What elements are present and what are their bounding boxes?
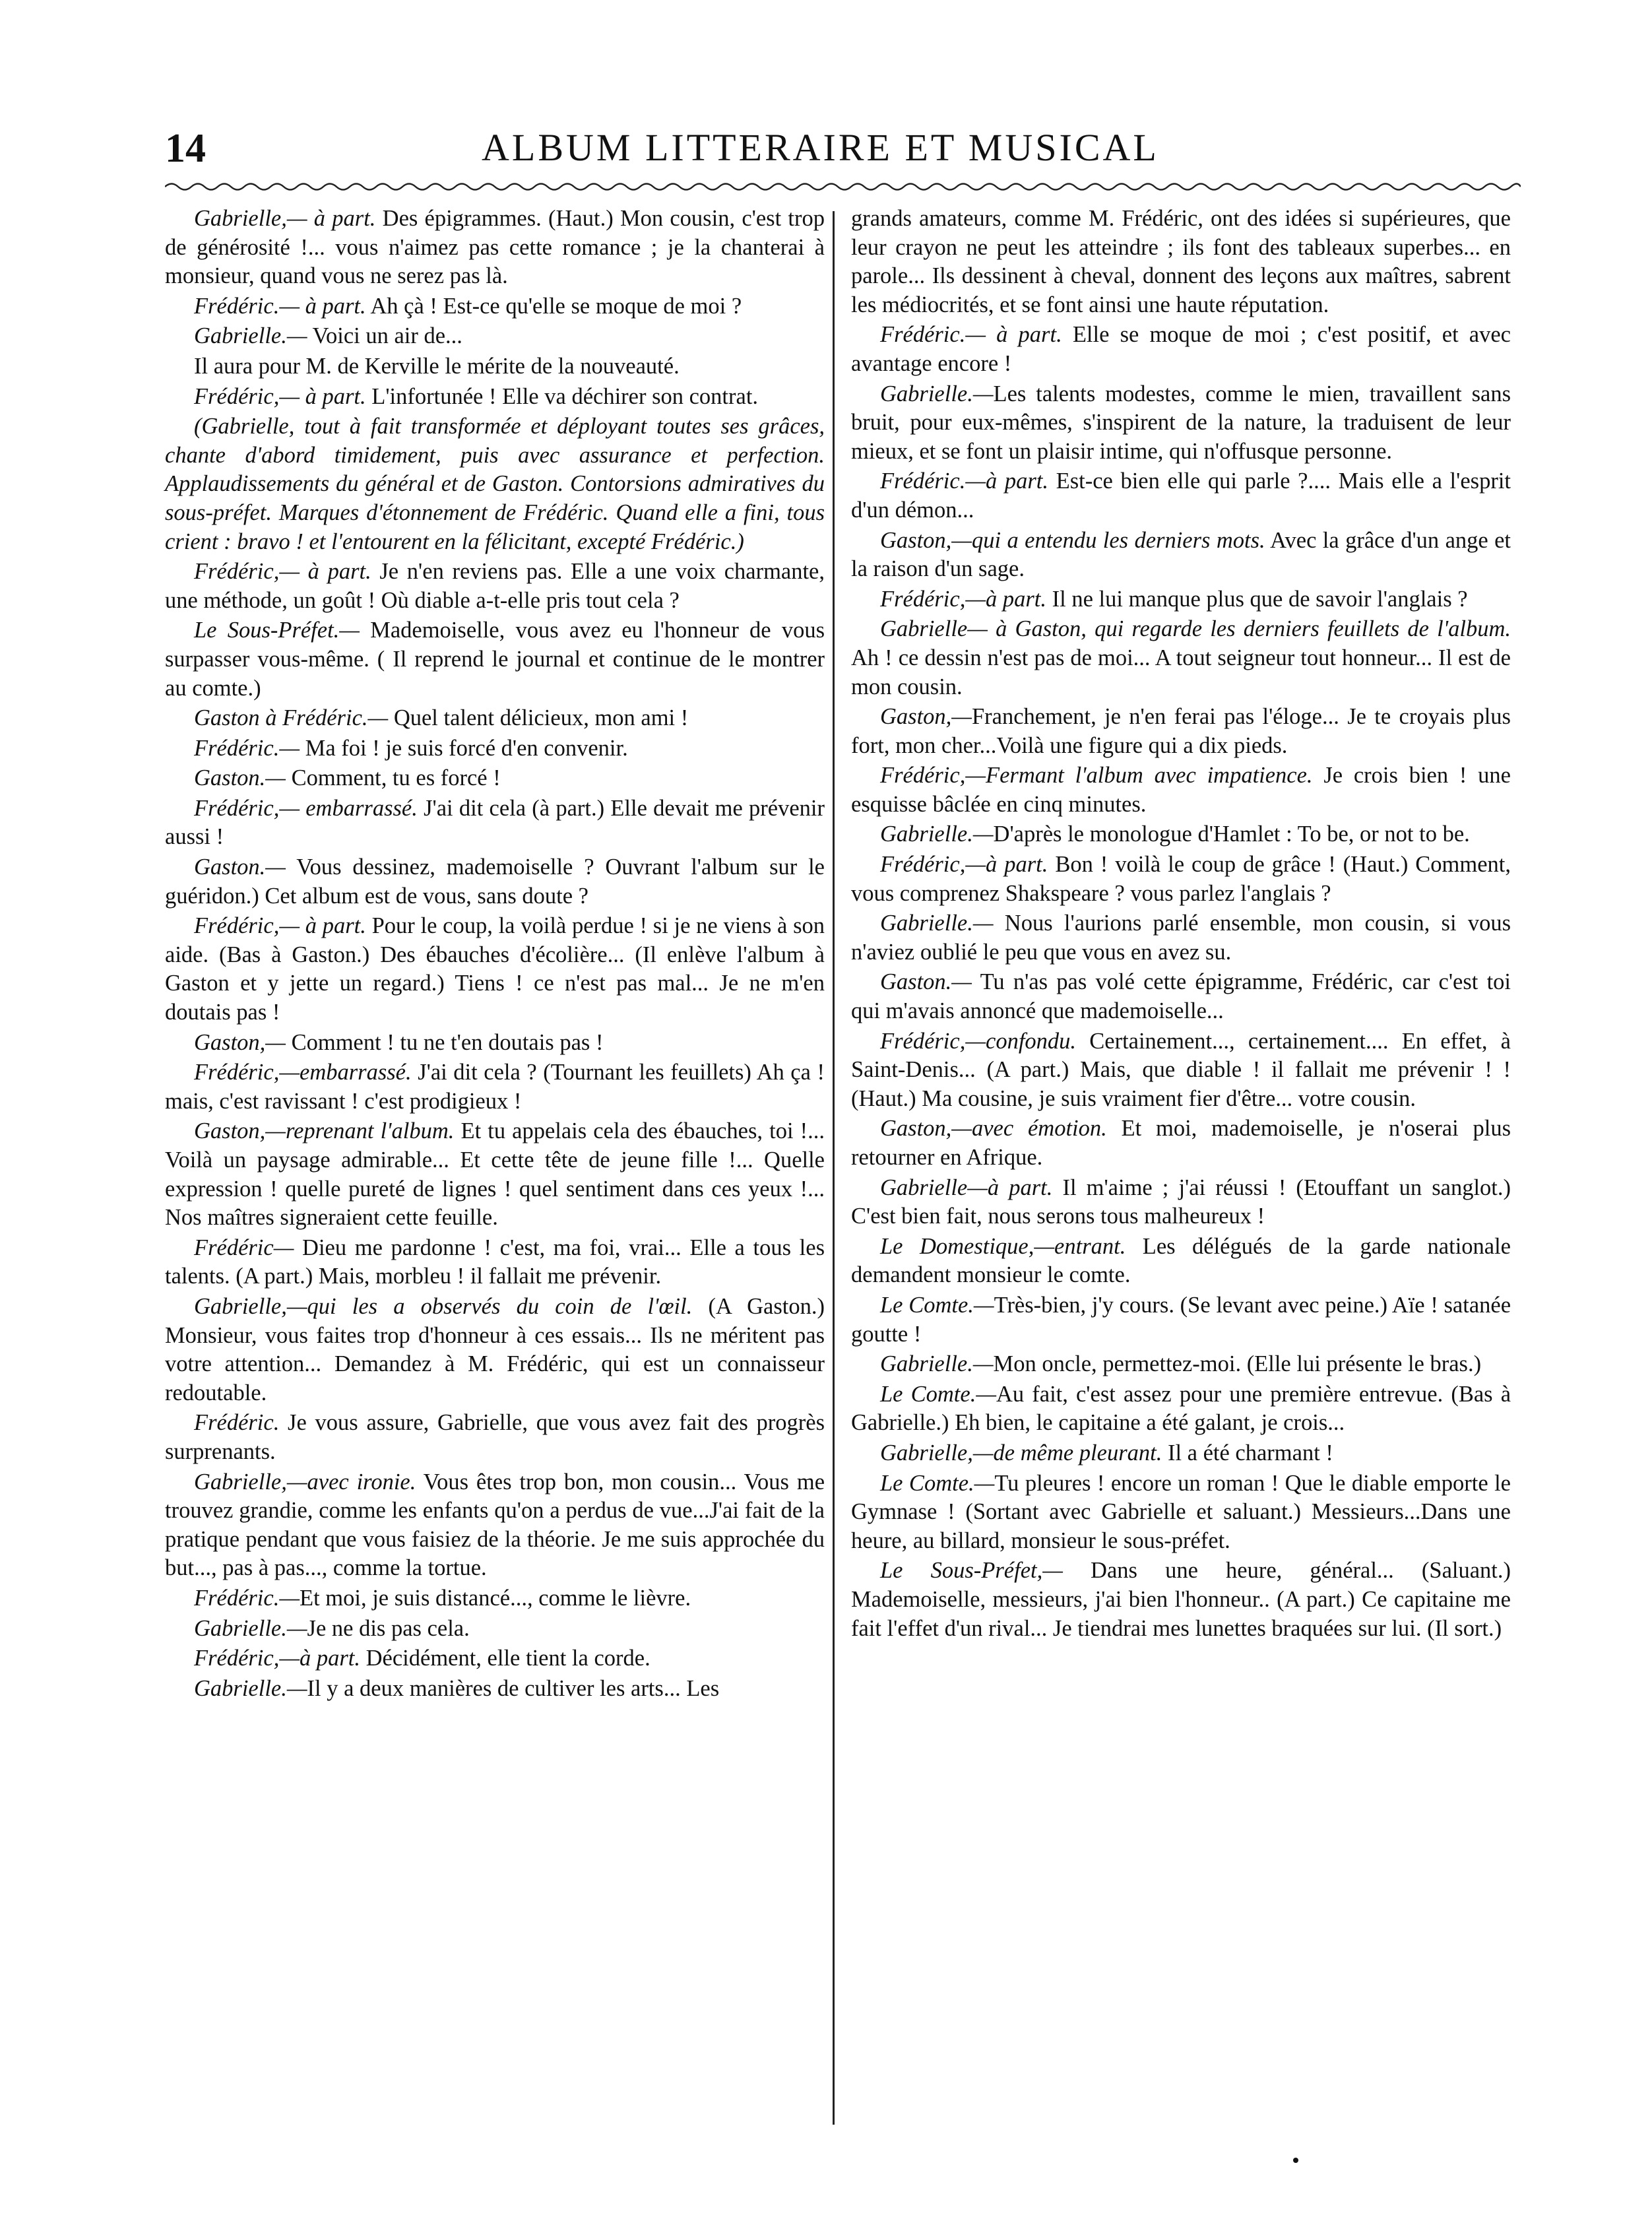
dialogue-text: J'ai dit cela ? (Tournant les feuillets) Ah ça ! mais, c'est ravissant ! c'est prodigieux ! xyxy=(165,1060,825,1114)
dialogue-paragraph xyxy=(165,1058,825,1116)
dialogue-paragraph xyxy=(165,1615,825,1644)
speaker-cue: Le Comte.— xyxy=(880,1292,994,1318)
dialogue-paragraph xyxy=(165,1584,825,1613)
speaker-cue: Gabrielle,—avec ironie. xyxy=(194,1469,416,1495)
dialogue-text: Il a été charmant ! xyxy=(1162,1440,1333,1465)
speaker-cue: Gabrielle.— xyxy=(880,381,994,406)
wavy-rule-divider xyxy=(165,179,1521,194)
speaker-cue: Frédéric.—à part. xyxy=(880,468,1049,494)
dialogue-text: Dans une heure, général... (Saluant.) Mademoiselle, messieurs, j'ai bien l'honneur.. (A part.) Ce capitaine me fait l'effet d'un rival... Je tiendrai mes lunettes braquées sur lui. (Il sort.) xyxy=(851,1558,1511,1641)
speaker-cue: Frédéric,—à part. xyxy=(194,1646,361,1671)
dialogue-paragraph xyxy=(165,383,825,412)
dialogue-text: (A Gaston.) Monsieur, vous faites trop d'honneur à ces essais... Ils ne méritent pas votre attention... Demandez à M. Frédéric, qui est un connaisseur redoutable. xyxy=(165,1293,825,1405)
dialogue-text: Et tu appelais cela des ébauches, toi !... Voilà un paysage admirable... Et cette tête de jeune fille !... Quelle expression ! quelle pureté de lignes ! quel sentiment dans ces yeux !... Nos maîtres signeraient cette feuille. xyxy=(165,1118,825,1231)
speaker-cue: Gaston,—reprenant l'album. xyxy=(194,1118,455,1144)
dialogue-text: Bon ! voilà le coup de grâce ! (Haut.) Comment, vous comprenez Shakspeare ? vous parlez l'anglais ? xyxy=(851,852,1511,906)
dialogue-text: Est-ce bien elle qui parle ?.... Mais elle a l'esprit d'un démon... xyxy=(851,468,1511,523)
speaker-cue: Le Sous-Préfet.— xyxy=(194,618,360,643)
dialogue-paragraph xyxy=(165,1468,825,1583)
dialogue-text: Franchement, je n'en ferai pas l'éloge... Je te croyais plus fort, mon cher...Voilà une figure qui a dix pieds. xyxy=(851,704,1511,758)
dialogue-paragraph xyxy=(851,467,1511,525)
speaker-cue: Gaston,—qui a entendu les derniers mots. xyxy=(880,527,1265,553)
speaker-cue: Frédéric,—Fermant l'album avec impatience. xyxy=(880,763,1313,789)
dialogue-paragraph xyxy=(851,968,1511,1025)
dialogue-text: Avec la grâce d'un ange et la raison d'un sage. xyxy=(851,527,1511,582)
dialogue-paragraph xyxy=(165,1234,825,1291)
dialogue-paragraph xyxy=(851,1174,1511,1231)
dialogue-text: Voici un air de... xyxy=(307,323,462,349)
dialogue-paragraph xyxy=(851,1233,1511,1290)
speaker-cue: Gaston.— xyxy=(880,969,972,995)
dialogue-text: Des épigrammes. (Haut.) Mon cousin, c'est trop de générosité !... vous n'aimez pas cette romance ; je la chanterai à monsieur, quand vous ne serez pas là. xyxy=(165,206,825,289)
speaker-cue: Gabrielle—à part. xyxy=(880,1175,1053,1200)
speaker-cue: Gaston.— xyxy=(194,765,286,791)
speaker-cue: Gaston à Frédéric.— xyxy=(194,705,389,731)
dialogue-text: L'infortunée ! Elle va déchirer son contrat. xyxy=(365,383,759,409)
dialogue-text: Tu n'as pas volé cette épigramme, Frédéric, car c'est toi qui m'avais annoncé que mademoiselle... xyxy=(851,969,1511,1024)
speaker-cue: Frédéric,—confondu. xyxy=(880,1028,1077,1054)
speaker-cue: Gabrielle.— xyxy=(880,911,994,936)
dialogue-paragraph xyxy=(851,205,1511,319)
dialogue-paragraph xyxy=(165,764,825,793)
dialogue-text: Certainement..., certainement.... En effet, à Saint-Denis... (A part.) Mais, que diable ! il fallait me prévenir ! ! (Haut.) Ma cousine, je suis vraiment fier d'être... votre cousin. xyxy=(851,1028,1511,1111)
dialogue-text: Ma foi ! je suis forcé d'en convenir. xyxy=(300,735,628,761)
speaker-cue: Frédéric.— xyxy=(194,735,300,761)
speaker-cue: Frédéric.— à part. xyxy=(194,293,366,319)
dialogue-text: Et moi, je suis distancé..., comme le lièvre. xyxy=(300,1585,691,1611)
speaker-cue: Gaston,—avec émotion. xyxy=(880,1116,1107,1142)
left-column xyxy=(165,205,825,1704)
dialogue-text: Je crois bien ! une esquisse bâclée en cinq minutes. xyxy=(851,763,1511,817)
dialogue-paragraph xyxy=(851,851,1511,908)
speaker-cue: Gabrielle,— à part. xyxy=(194,206,376,231)
dialogue-text: Dieu me pardonne ! c'est, ma foi, vrai... Elle a tous les talents. (A part.) Mais, morbleu ! il fallait me prévenir. xyxy=(165,1235,825,1289)
dialogue-paragraph xyxy=(851,1469,1511,1556)
dialogue-text: Pour le coup, la voilà perdue ! si je ne viens à son aide. (Bas à Gaston.) Des ébauches d'écolière... (Il enlève l'album à Gaston et y jette un regard.) Tiens ! ce n'est pas mal... Je ne m'en doutais pas ! xyxy=(165,913,825,1025)
dialogue-paragraph xyxy=(165,912,825,1027)
dialogue-text: Je n'en reviens pas. Elle a une voix charmante, une méthode, un goût ! Où diable a-t-elle pris tout cela ? xyxy=(165,559,825,613)
dialogue-paragraph xyxy=(851,909,1511,967)
speaker-cue: Gabrielle.— xyxy=(880,821,994,847)
dialogue-paragraph xyxy=(165,794,825,852)
dialogue-paragraph xyxy=(851,527,1511,584)
speaker-cue: Frédéric.— xyxy=(194,1585,300,1611)
dialogue-paragraph xyxy=(165,704,825,733)
speaker-cue: Frédéric,— embarrassé. xyxy=(194,795,418,821)
dialogue-text: Ah ! ce dessin n'est pas de moi... A tout seigneur tout honneur... Il est de mon cousin. xyxy=(851,645,1511,699)
dialogue-text: Les talents modestes, comme le mien, travaillent sans bruit, pour eux-mêmes, s'inspirent de la nature, la traduisent de leur mieux, et se font un plaisir intime, qui n'offusque personne. xyxy=(851,381,1511,464)
dialogue-paragraph xyxy=(165,1029,825,1058)
dialogue-text: Je vous assure, Gabrielle, que vous avez fait des progrès surprenants. xyxy=(165,1410,825,1464)
speaker-cue: Frédéric. xyxy=(194,1410,280,1436)
speaker-cue: Gabrielle,—de même pleurant. xyxy=(880,1440,1162,1465)
speaker-cue: Frédéric,—à part. xyxy=(880,586,1047,612)
dialogue-text: Vous dessinez, mademoiselle ? Ouvrant l'album sur le guéridon.) Cet album est de vous, sans doute ? xyxy=(165,854,825,909)
dialogue-text: D'après le monologue d'Hamlet : To be, or not to be. xyxy=(993,821,1470,847)
dialogue-text: Et moi, mademoiselle, je n'oserai plus retourner en Afrique. xyxy=(851,1116,1511,1170)
dialogue-paragraph xyxy=(851,321,1511,378)
dialogue-paragraph xyxy=(851,1350,1511,1379)
dialogue-paragraph xyxy=(851,615,1511,701)
dialogue-paragraph xyxy=(851,1439,1511,1468)
speaker-cue: (Gabrielle, tout à fait transformée et déployant toutes ses grâces, chante d'abord timidement, puis avec assurance et perfection. Applaudissements du général et de Gaston. Contorsions admiratives du sous-préfet. Marques d'étonnement de Frédéric. Quand elle a fini, tous crient : bravo ! et l'entourent en la félicitant, excepté Frédéric.) xyxy=(165,414,825,554)
column-divider xyxy=(833,211,835,2125)
dialogue-text: Comment, tu es forcé ! xyxy=(285,765,501,791)
speaker-cue: Gabrielle.— xyxy=(194,1675,307,1701)
speaker-cue: Gabrielle.— xyxy=(194,1615,307,1641)
page-number: 14 xyxy=(165,126,206,171)
dialogue-text: J'ai dit cela (à part.) Elle devait me prévenir aussi ! xyxy=(165,795,825,850)
speaker-cue: Frédéric,— à part. xyxy=(194,383,366,409)
speaker-cue: Le Sous-Préfet,— xyxy=(880,1558,1063,1584)
speaker-cue: Frédéric.— à part. xyxy=(880,322,1062,348)
dialogue-paragraph xyxy=(851,1380,1511,1438)
right-column xyxy=(851,205,1511,1644)
dialogue-paragraph xyxy=(851,1027,1511,1114)
speaker-cue: Frédéric,— à part. xyxy=(194,913,366,939)
speaker-cue: Le Domestique,—entrant. xyxy=(880,1233,1126,1259)
dialogue-text: Il ne lui manque plus que de savoir l'anglais ? xyxy=(1046,586,1468,612)
dialogue-text: Vous êtes trop bon, mon cousin... Vous me trouvez grandie, comme les enfants qu'on a perdus de vue...J'ai fait de la pratique pendant que vous faisiez de la théorie. Je me suis approchée du but..., pas à pas..., comme la tortue. xyxy=(165,1469,825,1581)
dialogue-paragraph xyxy=(851,1291,1511,1349)
dialogue-paragraph xyxy=(165,322,825,351)
dialogue-paragraph xyxy=(165,292,825,321)
dialogue-text: Mon oncle, permettez-moi. (Elle lui présente le bras.) xyxy=(993,1351,1482,1377)
speaker-cue: Le Comte.— xyxy=(880,1470,995,1496)
dialogue-paragraph xyxy=(851,761,1511,819)
dialogue-text: Décidément, elle tient la corde. xyxy=(360,1646,651,1671)
speaker-cue: Gaston,— xyxy=(194,1029,286,1055)
dialogue-paragraph xyxy=(851,380,1511,467)
speaker-cue: Frédéric— xyxy=(194,1235,294,1260)
ink-speck xyxy=(1293,2158,1298,2163)
dialogue-text: Il y a deux manières de cultiver les arts... Les xyxy=(307,1675,720,1701)
dialogue-text: Très-bien, j'y cours. (Se levant avec peine.) Aïe ! satanée goutte ! xyxy=(851,1292,1511,1347)
speaker-cue: Gaston,— xyxy=(880,704,972,730)
speaker-cue: Frédéric,—à part. xyxy=(880,852,1048,878)
running-title: ALBUM LITTERAIRE ET MUSICAL xyxy=(482,126,1159,169)
dialogue-paragraph xyxy=(851,585,1511,614)
page-header xyxy=(165,125,1521,185)
speaker-cue: Gaston.— xyxy=(194,854,286,880)
dialogue-paragraph xyxy=(165,412,825,556)
dialogue-text: Comment ! tu ne t'en doutais pas ! xyxy=(285,1029,604,1055)
dialogue-paragraph xyxy=(165,1117,825,1232)
dialogue-paragraph xyxy=(165,1293,825,1407)
dialogue-paragraph xyxy=(165,558,825,615)
dialogue-paragraph xyxy=(851,1114,1511,1172)
dialogue-text: Ah çà ! Est-ce qu'elle se moque de moi ? xyxy=(365,293,742,319)
dialogue-text: Tu pleures ! encore un roman ! Que le diable emporte le Gymnase ! (Sortant avec Gabrielle et saluant.) Messieurs...Dans une heure, au billard, monsieur le sous-préfet. xyxy=(851,1470,1511,1553)
dialogue-text: Il aura pour M. de Kerville le mérite de la nouveauté. xyxy=(194,353,680,379)
dialogue-paragraph xyxy=(851,820,1511,849)
dialogue-text: Mademoiselle, vous avez eu l'honneur de vous surpasser vous-même. ( Il reprend le journal et continue de le montrer au comte.) xyxy=(165,618,825,701)
dialogue-paragraph xyxy=(851,1557,1511,1643)
dialogue-text: Je ne dis pas cela. xyxy=(307,1615,470,1641)
speaker-cue: Gabrielle— à Gaston, qui regarde les derniers feuillets de l'album. xyxy=(880,616,1511,642)
dialogue-paragraph xyxy=(165,616,825,703)
speaker-cue: Frédéric,—embarrassé. xyxy=(194,1060,412,1085)
dialogue-paragraph xyxy=(165,1675,825,1704)
speaker-cue: Frédéric,— à part. xyxy=(194,559,371,585)
dialogue-text: Nous l'aurions parlé ensemble, mon cousin, si vous n'aviez oublié le peu que vous en avez su. xyxy=(851,911,1511,965)
dialogue-text: Quel talent délicieux, mon ami ! xyxy=(388,705,689,731)
dialogue-text: Il m'aime ; j'ai réussi ! (Etouffant un sanglot.) C'est bien fait, nous serons tous malheureux ! xyxy=(851,1175,1511,1229)
dialogue-paragraph xyxy=(165,1409,825,1466)
dialogue-paragraph xyxy=(851,703,1511,760)
dialogue-paragraph xyxy=(165,853,825,911)
dialogue-text: Les délégués de la garde nationale demandent monsieur le comte. xyxy=(851,1233,1511,1288)
dialogue-text: Elle se moque de moi ; c'est positif, et avec avantage encore ! xyxy=(851,322,1511,376)
dialogue-paragraph xyxy=(165,1644,825,1673)
dialogue-paragraph xyxy=(165,734,825,763)
speaker-cue: Gabrielle.— xyxy=(880,1351,994,1377)
dialogue-text: Au fait, c'est assez pour une première entrevue. (Bas à Gabrielle.) Eh bien, le capitaine a été galant, je crois... xyxy=(851,1381,1511,1436)
dialogue-text: grands amateurs, comme M. Frédéric, ont des idées si supérieures, que leur crayon ne peut les atteindre ; ils font des tableaux superbes... en parole... Ils dessinent à cheval, donnent des leçons aux maîtres, sabrent les médiocrités, et se font ainsi une haute réputation. xyxy=(851,206,1511,317)
speaker-cue: Gabrielle.— xyxy=(194,323,307,349)
dialogue-paragraph xyxy=(165,205,825,291)
speaker-cue: Le Comte.— xyxy=(880,1381,996,1407)
speaker-cue: Gabrielle,—qui les a observés du coin de l'œil. xyxy=(194,1293,693,1319)
dialogue-paragraph xyxy=(165,352,825,381)
